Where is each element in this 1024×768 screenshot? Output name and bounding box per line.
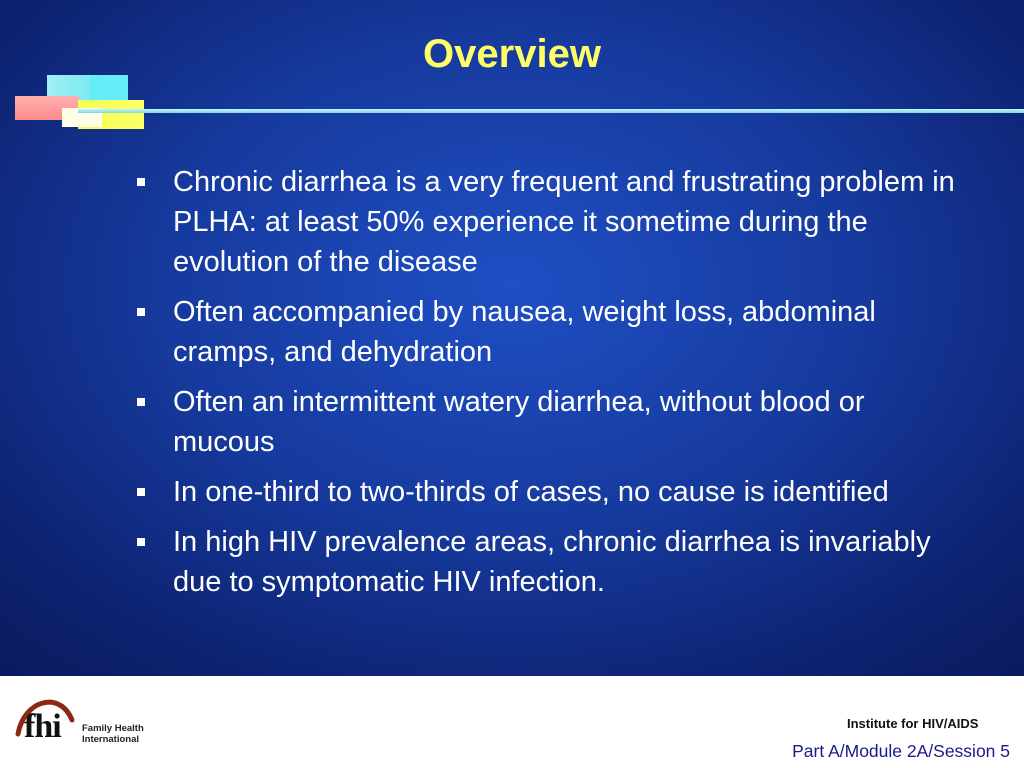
bullet-text: Chronic diarrhea is a very frequent and frustrating problem in PLHA: at least 50% experience it sometime during the evolution of the disease (173, 166, 955, 278)
bullet-item (134, 292, 964, 372)
bullet-item (134, 472, 964, 512)
fhi-logo-name: Family Health International (82, 723, 144, 745)
slide-title: Overview (423, 32, 601, 76)
bullet-text: Often accompanied by nausea, weight loss, abdominal cramps, and dehydration (173, 296, 876, 368)
square-bullet-icon (137, 178, 145, 186)
bullet-text: Often an intermittent watery diarrhea, without blood or mucous (173, 386, 865, 458)
bullet-item (134, 522, 964, 602)
square-bullet-icon (137, 308, 145, 316)
square-bullet-icon (137, 538, 145, 546)
bullet-text: In one-third to two-thirds of cases, no cause is identified (173, 476, 889, 508)
bullet-text: In high HIV prevalence areas, chronic diarrhea is invariably due to symptomatic HIV infection. (173, 526, 931, 598)
bullet-list (134, 162, 964, 612)
session-label: Part A/Module 2A/Session 5 (792, 741, 1010, 761)
square-bullet-icon (137, 488, 145, 496)
bullet-item (134, 162, 964, 282)
fhi-logo: fhi (24, 708, 61, 745)
institute-label: Institute for HIV/AIDS (847, 716, 979, 731)
bullet-item (134, 382, 964, 462)
square-bullet-icon (137, 398, 145, 406)
title-underline (78, 109, 1024, 113)
